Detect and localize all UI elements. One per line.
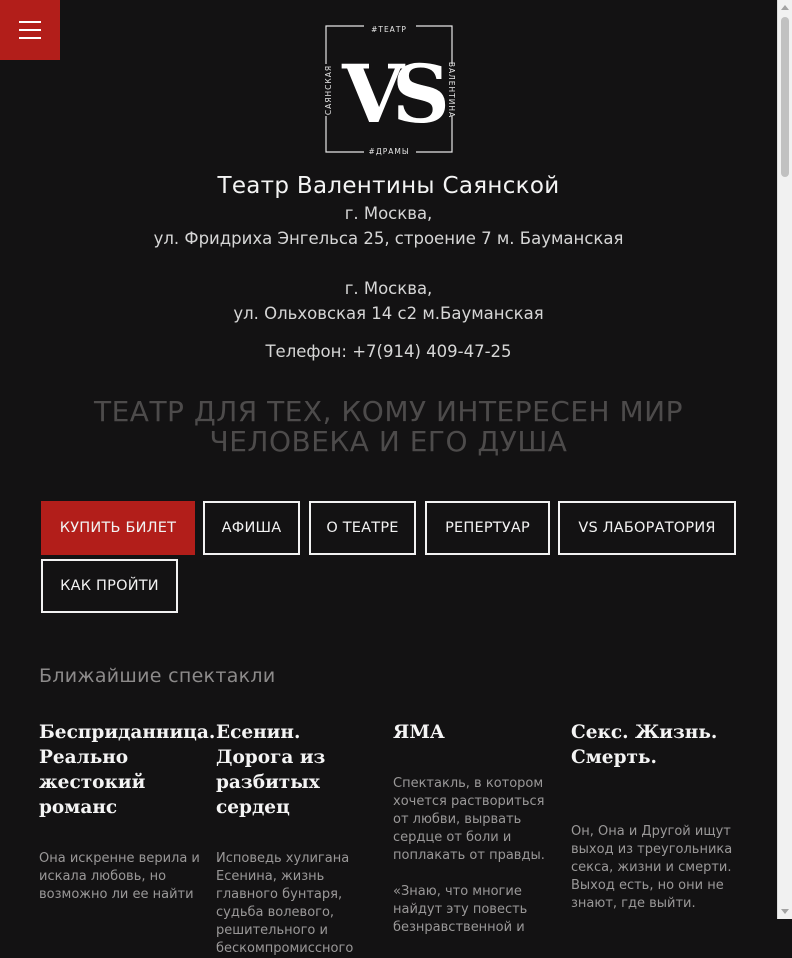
address-block-2 [0,276,777,326]
section-title: Ближайшие спектакли [39,665,276,687]
buy-ticket-button[interactable]: КУПИТЬ БИЛЕТ [41,501,195,555]
address-block-1 [0,201,777,251]
show-card[interactable] [571,720,739,913]
slogan [40,397,737,457]
directions-button[interactable]: КАК ПРОЙТИ [41,559,178,613]
logo-bottom-text: #ДРАМЫ [368,147,410,156]
afisha-button[interactable]: АФИША [203,501,300,555]
phone-number[interactable]: Телефон: +7(914) 409-47-25 [265,342,512,361]
vs-lab-button[interactable]: VS ЛАБОРАТОРИЯ [558,501,736,555]
show-title[interactable]: Секс. Жизнь. Смерть. [571,722,718,768]
show-description: Она искренне верила и искала любовь, но возможно ли ее найти [39,851,200,902]
scrollbar-thumb[interactable] [781,17,789,177]
show-title[interactable]: Бесприданница. Реально жестокий романс [39,722,216,818]
logo-left-text: САЯНСКАЯ [324,64,333,116]
slogan-line: ТЕАТР ДЛЯ ТЕХ, КОМУ ИНТЕРЕСЕН МИР [94,395,683,428]
show-title[interactable]: ЯМА [393,722,445,743]
scroll-up-icon[interactable] [781,5,789,10]
show-description: Спектакль, в котором хочется раствориться от любви, вырвать сердце от боли и поплакать от правды. «Знаю, что многие найдут эту повесть безнравственной и [393,776,545,935]
theatre-logo[interactable] [324,24,456,156]
address-city: г. Москва, [344,279,433,298]
show-description: Исповедь хулигана Есенина, жизнь главного бунтаря, судьба волевого, решительного и бескомпромиссного [216,851,354,956]
about-button[interactable]: О ТЕАТРЕ [309,501,416,555]
show-card[interactable] [216,720,384,958]
hamburger-icon [19,21,41,23]
repertoire-button[interactable]: РЕПЕРТУАР [425,501,550,555]
scroll-down-icon[interactable] [781,909,789,914]
show-card[interactable] [393,720,561,937]
address-street: ул. Фридриха Энгельса 25, строение 7 м. Бауманская [153,229,624,248]
slogan-line: ЧЕЛОВЕКА И ЕГО ДУША [209,425,568,458]
address-city: г. Москва, [344,204,433,223]
address-street: ул. Ольховская 14 с2 м.Бауманская [233,304,544,323]
logo-top-text: #ТЕАТР [371,25,407,34]
theatre-title: Театр Валентины Саянской [217,173,560,199]
menu-button[interactable] [0,0,60,60]
logo-right-text: ВАЛЕНТИНА [447,61,456,119]
show-title[interactable]: Есенин. Дорога из разбитых сердец [216,722,326,818]
logo-monogram: VS [342,47,438,141]
vertical-scrollbar[interactable] [777,0,792,919]
show-card[interactable] [39,720,216,904]
show-description: Он, Она и Другой ищут выход из треугольника секса, жизни и смерти. Выход есть, но они не знают, где выйти. [571,824,733,911]
